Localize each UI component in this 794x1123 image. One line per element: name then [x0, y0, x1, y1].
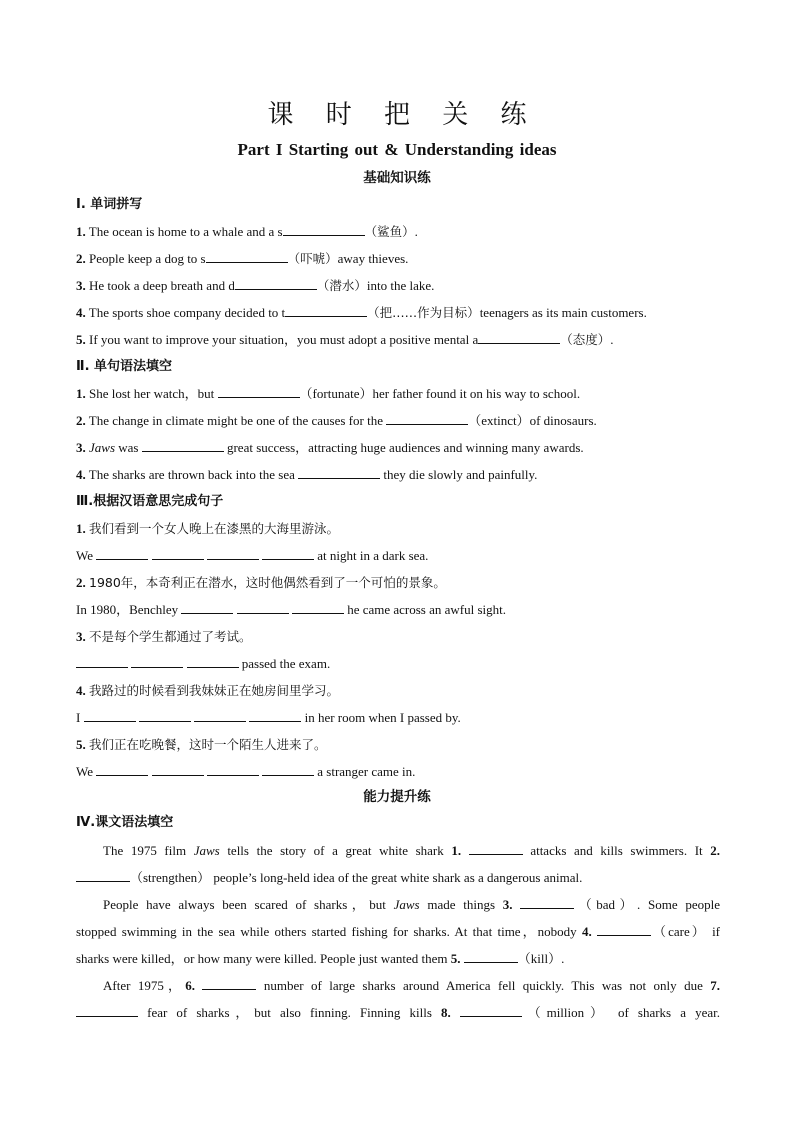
answer-blank[interactable]: [76, 1004, 138, 1017]
answer-blank[interactable]: [218, 385, 300, 398]
answer-blank[interactable]: [285, 304, 367, 317]
answer-blank[interactable]: [84, 709, 136, 722]
answer-blank[interactable]: [469, 842, 523, 855]
answer-blank[interactable]: [152, 763, 204, 776]
answer-blank[interactable]: [298, 466, 380, 479]
s2-item-4: 4. The sharks are thrown back into the sea they die slowly and painfully.: [76, 467, 538, 482]
answer-blank[interactable]: [187, 655, 239, 668]
answer-blank[interactable]: [76, 655, 128, 668]
passage-p3-line1: After 1975，6. number of large sharks around America fell quickly. This was not only due 7.: [103, 978, 721, 993]
answer-blank[interactable]: [520, 896, 574, 909]
answer-blank[interactable]: [262, 763, 314, 776]
s3-item-2-en: In 1980，Benchley he came across an awful sight.: [76, 602, 507, 617]
passage-p2-line1: People have always been scared of sharks，but Jaws made things 3. （bad）. Some people: [103, 897, 721, 912]
answer-blank[interactable]: [292, 601, 344, 614]
answer-blank[interactable]: [478, 331, 560, 344]
answer-blank[interactable]: [464, 950, 518, 963]
basic-heading: 基础知识练: [363, 170, 431, 186]
s3-item-1-en: We at night in a dark sea.: [76, 548, 429, 563]
s1-item-4: 4. The sports shoe company decided to t （把……作为目标）teenagers as its main customers.: [76, 305, 647, 320]
answer-blank[interactable]: [96, 547, 148, 560]
answer-blank[interactable]: [206, 250, 288, 263]
advanced-heading: 能力提升练: [363, 789, 431, 805]
s3-item-1-cn: 1. 我们看到一个女人晚上在漆黑的大海里游泳。: [76, 521, 340, 536]
answer-blank[interactable]: [152, 547, 204, 560]
s3-item-5-en: We a stranger came in.: [76, 764, 416, 779]
s3-item-4-en: I in her room when I passed by.: [76, 710, 461, 725]
answer-blank[interactable]: [597, 923, 651, 936]
part-title: Part I Starting out & Understanding ideas: [237, 140, 557, 159]
answer-blank[interactable]: [237, 601, 289, 614]
answer-blank[interactable]: [181, 601, 233, 614]
answer-blank[interactable]: [207, 763, 259, 776]
passage-p2-line3: sharks were killed，or how many were killed. People just wanted them 5. （kill）.: [76, 951, 565, 966]
passage-p1-line2: （strengthen） people’s long-held idea of the great white shark as a dangerous animal.: [76, 869, 582, 887]
section2-heading: Ⅱ. 单句语法填空: [76, 359, 173, 374]
s2-item-1: 1. She lost her watch，but （fortunate）her father found it on his way to school.: [76, 386, 581, 401]
answer-blank[interactable]: [249, 709, 301, 722]
section3-heading: Ⅲ.根据汉语意思完成句子: [76, 494, 224, 509]
section4-heading: Ⅳ.课文语法填空: [76, 815, 174, 830]
answer-blank[interactable]: [235, 277, 317, 290]
answer-blank[interactable]: [207, 547, 259, 560]
answer-blank[interactable]: [142, 439, 224, 452]
passage-p3-line2: fear of sharks，but also finning. Finning kills 8. （million） of sharks a year.: [76, 1004, 720, 1022]
worksheet-title: 课 时 把 关 练: [267, 100, 539, 130]
answer-blank[interactable]: [194, 709, 246, 722]
answer-blank[interactable]: [386, 412, 468, 425]
passage-p1-line1: The 1975 film Jaws tells the story of a great white shark 1. attacks and kills swimmers. It 2.: [103, 843, 720, 858]
s2-item-3: 3. Jaws was great success，attracting huge audiences and winning many awards.: [76, 440, 584, 455]
section1-heading: Ⅰ. 单词拼写: [76, 197, 143, 212]
s3-item-3-cn: 3. 不是每个学生都通过了考试。: [76, 629, 252, 644]
s2-item-2: 2. The change in climate might be one of the causes for the （extinct）of dinosaurs.: [76, 413, 597, 428]
s3-item-4-cn: 4. 我路过的时候看到我妹妹正在她房间里学习。: [76, 683, 340, 698]
s1-item-1: 1. The ocean is home to a whale and a s （鲨鱼）.: [76, 224, 418, 239]
s3-item-2-cn: 2. 1980年，本奇利正在潜水，这时他偶然看到了一个可怕的景象。: [76, 575, 446, 590]
s3-item-3-en: passed the exam.: [76, 655, 330, 673]
passage-p2-line2: stopped swimming in the sea while others started fishing for sharks. At that time，nobody 4. （care） if: [76, 924, 721, 939]
answer-blank[interactable]: [283, 223, 365, 236]
answer-blank[interactable]: [202, 977, 256, 990]
s3-item-5-cn: 5. 我们正在吃晚餐，这时一个陌生人进来了。: [76, 737, 327, 752]
s1-item-3: 3. He took a deep breath and d （潜水）into the lake.: [76, 278, 435, 293]
answer-blank[interactable]: [131, 655, 183, 668]
answer-blank[interactable]: [139, 709, 191, 722]
s1-item-5: 5. If you want to improve your situation，you must adopt a positive mental a （态度）.: [76, 332, 614, 347]
answer-blank[interactable]: [460, 1004, 522, 1017]
answer-blank[interactable]: [262, 547, 314, 560]
answer-blank[interactable]: [96, 763, 148, 776]
answer-blank[interactable]: [76, 869, 130, 882]
s1-item-2: 2. People keep a dog to s （吓唬）away thieves.: [76, 251, 409, 266]
